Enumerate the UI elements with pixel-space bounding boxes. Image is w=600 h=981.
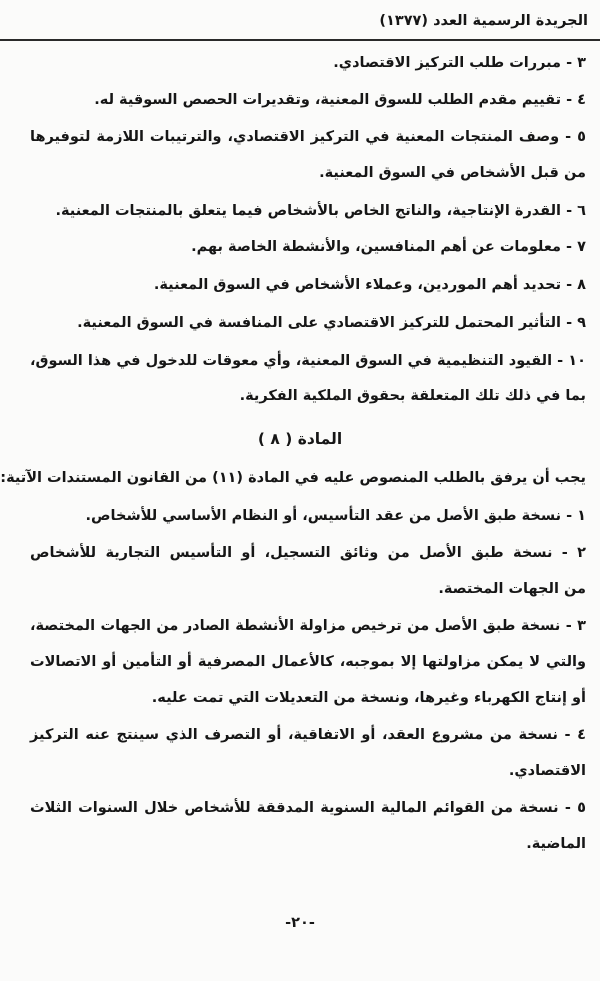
header-rule	[0, 39, 600, 41]
doc-2-registration-documents: ٢ - نسخة طبق الأصل من وثائق التسجيل، أو التأسيس التجارية للأشخاص	[30, 545, 586, 561]
doc-3-continuation: والتي لا يمكن مزاولتها إلا بموجبه، كالأعمال المصرفية أو التأمين أو الاتصالات	[30, 654, 586, 670]
doc-4-continuation: الاقتصادي.	[508, 763, 586, 779]
item-5-continuation: من قبل الأشخاص في السوق المعنية.	[319, 165, 586, 181]
item-10-continuation: بما في ذلك تلك المتعلقة بحقوق الملكية الفكرية.	[239, 388, 586, 404]
page-number: -٢٠-	[285, 915, 315, 931]
item-7-competitors: ٧ - معلومات عن أهم المنافسين، والأنشطة الخاصة بهم.	[191, 239, 586, 255]
doc-2-continuation: من الجهات المختصة.	[438, 581, 586, 597]
item-10-regulatory-restrictions: ١٠ - القيود التنظيمية في السوق المعنية، وأي معوقات للدخول في هذا السوق،	[30, 353, 586, 369]
doc-3-continuation-2: أو إنتاج الكهرباء وغيرها، ونسخة من التعديلات التي تمت عليه.	[151, 690, 586, 706]
doc-1-articles-of-association: ١ - نسخة طبق الأصل من عقد التأسيس، أو النظام الأساسي للأشخاص.	[85, 508, 586, 524]
gazette-header: الجريدة الرسمية العدد (١٣٧٧)	[379, 13, 588, 29]
item-5-products-description: ٥ - وصف المنتجات المعنية في التركيز الاقتصادي، والترتيبات اللازمة لتوفيرها	[30, 129, 586, 145]
item-4-market-assessment: ٤ - تقييم مقدم الطلب للسوق المعنية، وتقديرات الحصص السوقية له.	[94, 92, 586, 108]
item-3-justifications: ٣ - مبررات طلب التركيز الاقتصادي.	[333, 55, 586, 71]
doc-5-financial-statements: ٥ - نسخة من القوائم المالية السنوية المدققة للأشخاص خلال السنوات الثلاث	[30, 800, 586, 816]
doc-5-continuation: الماضية.	[526, 836, 586, 852]
item-8-suppliers: ٨ - تحديد أهم الموردين، وعملاء الأشخاص في السوق المعنية.	[153, 277, 586, 293]
article-title: المادة ( ٨ )	[257, 430, 343, 448]
item-6-production-capacity: ٦ - القدرة الإنتاجية، والناتج الخاص بالأشخاص فيما يتعلق بالمنتجات المعنية.	[55, 203, 586, 219]
doc-4-draft-contract: ٤ - نسخة من مشروع العقد، أو الاتفاقية، أو التصرف الذي سينتج عنه التركيز	[30, 727, 586, 743]
item-9-effect-on-competition: ٩ - التأثير المحتمل للتركيز الاقتصادي على المنافسة في السوق المعنية.	[77, 315, 586, 331]
doc-3-activity-license: ٣ - نسخة طبق الأصل من ترخيص مزاولة الأنشطة الصادر من الجهات المختصة،	[30, 618, 586, 634]
article-8-intro: يجب أن يرفق بالطلب المنصوص عليه في المادة (١١) من القانون المستندات الآتية:	[0, 470, 586, 486]
